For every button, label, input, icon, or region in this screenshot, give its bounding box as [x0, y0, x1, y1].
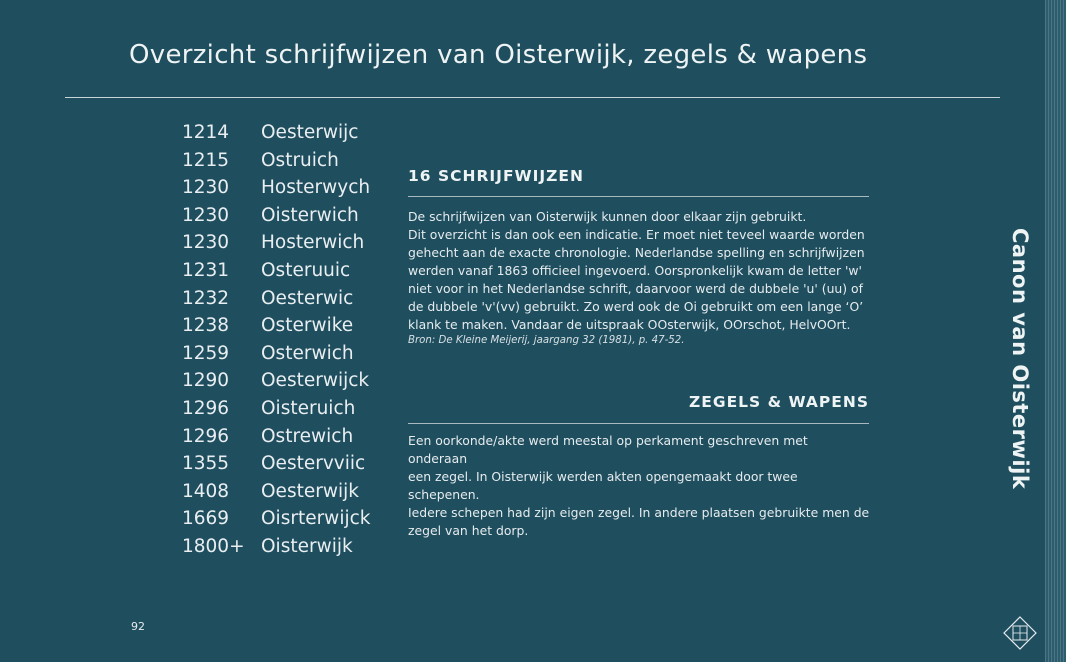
spelling-row: [182, 202, 370, 230]
spelling-row: [182, 395, 370, 423]
spelling-name: Ostruich: [261, 149, 339, 171]
section-divider: [408, 196, 869, 197]
spelling-row: [182, 450, 370, 478]
spelling-row: [182, 229, 370, 257]
spelling-row: [182, 340, 370, 368]
spelling-year: 1231: [182, 259, 230, 281]
spelling-year: 1669: [182, 508, 230, 530]
spelling-row: [182, 285, 370, 313]
section-heading-zegels: ZEGELS & WAPENS: [689, 393, 869, 411]
oisterwijk-logo-icon: [1003, 616, 1037, 650]
spelling-name: Hosterwich: [261, 232, 365, 254]
spelling-row: [182, 478, 370, 506]
page-number: 92: [131, 620, 145, 633]
spelling-year: 1800+: [182, 535, 245, 557]
text-line: zegel van het dorp.: [408, 523, 529, 538]
spelling-year: 1214: [182, 122, 230, 143]
spelling-row: [182, 174, 370, 202]
spelling-year: 1296: [182, 397, 230, 419]
text-line: de dubbele 'v'(vv) gebruikt. Zo werd ook de Oi gebruikt om een lange ‘O’: [408, 299, 864, 314]
title-divider: [65, 97, 1000, 98]
text-line: gehecht aan de exacte chronologie. Nederlandse spelling en schrijfwijzen: [408, 245, 865, 260]
spelling-row: [182, 257, 370, 285]
zegels-text: [408, 432, 870, 540]
spelling-year: 1230: [182, 204, 230, 226]
spellings-list: [182, 119, 370, 561]
spelling-name: Oesterwijck: [261, 370, 370, 392]
spelling-year: 1408: [182, 480, 230, 502]
spelling-name: Hosterwych: [261, 177, 371, 199]
spelling-year: 1355: [182, 453, 230, 475]
spelling-year: 1215: [182, 149, 230, 171]
spelling-year: 1230: [182, 177, 230, 199]
text-line: werden vanaf 1863 officieel ingevoerd. Oorspronkelijk kwam de letter 'w': [408, 263, 862, 278]
spelling-year: 1296: [182, 425, 230, 447]
text-line: een zegel. In Oisterwijk werden akten opengemaakt door twee schepenen.: [408, 469, 798, 502]
spelling-row: [182, 505, 370, 533]
spelling-row: [182, 423, 370, 451]
spelling-name: Oisrterwijck: [261, 508, 371, 530]
spelling-year: 1259: [182, 342, 230, 364]
spelling-row: [182, 312, 370, 340]
spelling-year: 1232: [182, 287, 230, 309]
spelling-name: Ostrewich: [261, 425, 354, 447]
text-line: klank te maken. Vandaar de uitspraak OOsterwijk, OOrschot, HelvOOrt.: [408, 317, 851, 332]
spelling-name: Oesterwic: [261, 287, 354, 309]
spelling-name: Osterwich: [261, 342, 354, 364]
text-line: Een oorkonde/akte werd meestal op perkament geschreven met onderaan: [408, 433, 808, 466]
side-pattern-strip: [1045, 0, 1066, 662]
spelling-year: 1230: [182, 232, 230, 254]
page-title: Overzicht schrijfwijzen van Oisterwijk, zegels & wapens: [129, 40, 868, 70]
text-line: De schrijfwijzen van Oisterwijk kunnen door elkaar zijn gebruikt.: [408, 209, 807, 224]
text-line: niet voor in het Nederlandse schrift, daarvoor werd de dubbele 'u' (uu) of: [408, 281, 864, 296]
text-line: Iedere schepen had zijn eigen zegel. In andere plaatsen gebruikte men de: [408, 505, 870, 520]
spelling-name: Oesterwijk: [261, 480, 359, 502]
spelling-name: Oestervviic: [261, 453, 366, 475]
spelling-name: Oesterwijc: [261, 122, 359, 143]
spelling-row: [182, 119, 370, 147]
spelling-name: Osterwike: [261, 315, 354, 337]
spelling-name: Oisterwijk: [261, 535, 353, 557]
spelling-name: Oisteruich: [261, 397, 356, 419]
spelling-year: 1238: [182, 315, 230, 337]
spelling-row: [182, 533, 370, 561]
spelling-name: Oisterwich: [261, 204, 359, 226]
spelling-name: Osteruuic: [261, 259, 351, 281]
section-heading-schrijfwijzen: 16 SCHRIJFWIJZEN: [408, 167, 584, 185]
spelling-year: 1290: [182, 370, 230, 392]
text-line: Dit overzicht is dan ook een indicatie. Er moet niet teveel waarde worden: [408, 227, 865, 242]
schrijfwijzen-text: [408, 208, 870, 334]
section-divider: [408, 423, 869, 424]
source-citation: Bron: De Kleine Meijerij, jaargang 32 (1981), p. 47-52.: [408, 335, 685, 346]
side-title: Canon van Oisterwijk: [1008, 228, 1032, 490]
spelling-row: [182, 367, 370, 395]
spelling-row: [182, 147, 370, 175]
